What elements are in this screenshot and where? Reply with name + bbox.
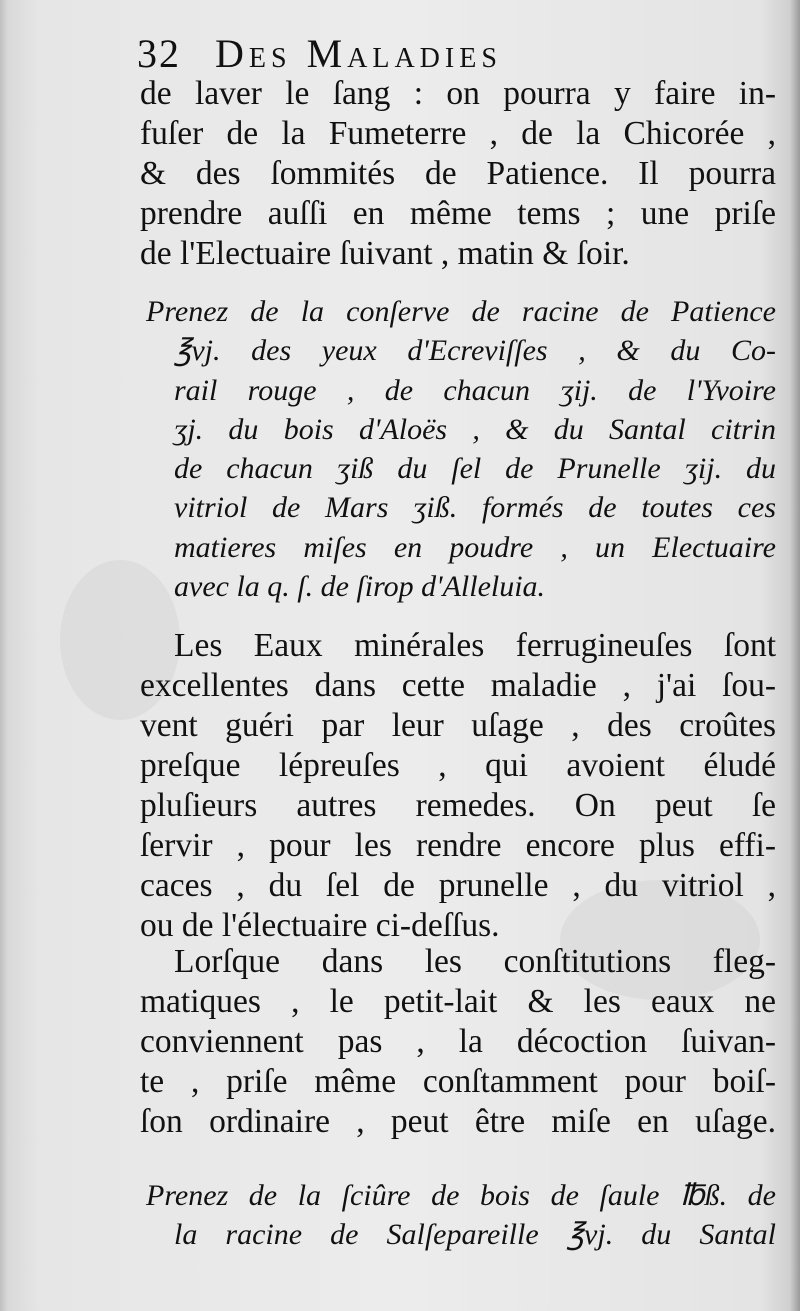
text-line: vent guéri par leur uſage , des croûtes: [140, 707, 776, 744]
recipe-line: la racine de Salſepareille ℥vj. du Santal: [174, 1218, 776, 1252]
text-line: prendre auſſi en même tems ; une priſe: [140, 195, 776, 232]
text-line: Les Eaux minérales ferrugineuſes ſont: [174, 627, 776, 664]
recipe-line: rail rouge , de chacun ʒij. de l'Yvoire: [174, 373, 776, 407]
recipe-line: matieres miſes en poudre , un Electuaire: [174, 530, 776, 564]
recipe-line: vitriol de Mars ʒiß. formés de toutes ces: [174, 491, 776, 525]
text-line: ou de l'électuaire ci-deſſus.: [140, 907, 500, 944]
text-line: conviennent pas , la décoction ſuivan-: [140, 1023, 776, 1060]
recipe-2: [146, 1176, 776, 1255]
text-line: & des ſommités de Patience. Il pourra: [140, 155, 776, 192]
recipe-line: ℥vj. des yeux d'Ecreviſſes , & du Co-: [174, 334, 776, 368]
text-line: de laver le ſang : on pourra y faire in-: [140, 75, 776, 112]
text-line: pluſieurs autres remedes. On peut ſe: [140, 787, 776, 824]
text-line: fuſer de la Fumeterre , de la Chicorée ,: [140, 115, 776, 152]
text-line: ſon ordinaire , peut être miſe en uſage.: [140, 1103, 776, 1140]
text-line: te , priſe même conſtamment pour boiſ-: [140, 1063, 776, 1100]
text-line: caces , du ſel de prunelle , du vitriol ,: [140, 867, 776, 904]
recipe-1: [146, 292, 776, 606]
paragraph-1: [140, 74, 776, 274]
page-number: 32: [137, 31, 181, 76]
text-line: preſque lépreuſes , qui avoient éludé: [140, 747, 776, 784]
text-line: matiques , le petit-lait & les eaux ne: [140, 983, 776, 1020]
running-head: [137, 30, 607, 78]
text-line: de l'Electuaire ſuivant , matin & ſoir.: [140, 235, 630, 272]
recipe-line: Prenez de la conſerve de racine de Patience: [146, 295, 776, 328]
recipe-line: ʒj. du bois d'Aloës , & du Santal citrin: [174, 412, 776, 446]
text-line: ſervir , pour les rendre encore plus effi-: [140, 827, 776, 864]
recipe-line: Prenez de la ſciûre de bois de ſaule ℔ß. de: [146, 1179, 776, 1212]
text-line: excellentes dans cette maladie , j'ai ſou-: [140, 667, 776, 704]
paragraph-3: [140, 942, 776, 1142]
paragraph-2: [140, 626, 776, 946]
running-title: Des Maladies: [215, 31, 502, 76]
recipe-line: avec la q. ſ. de ſirop d'Alleluia.: [174, 570, 546, 604]
recipe-line: de chacun ʒiß du ſel de Prunelle ʒij. du: [174, 452, 776, 486]
text-line: Lorſque dans les conſtitutions fleg-: [174, 943, 776, 980]
